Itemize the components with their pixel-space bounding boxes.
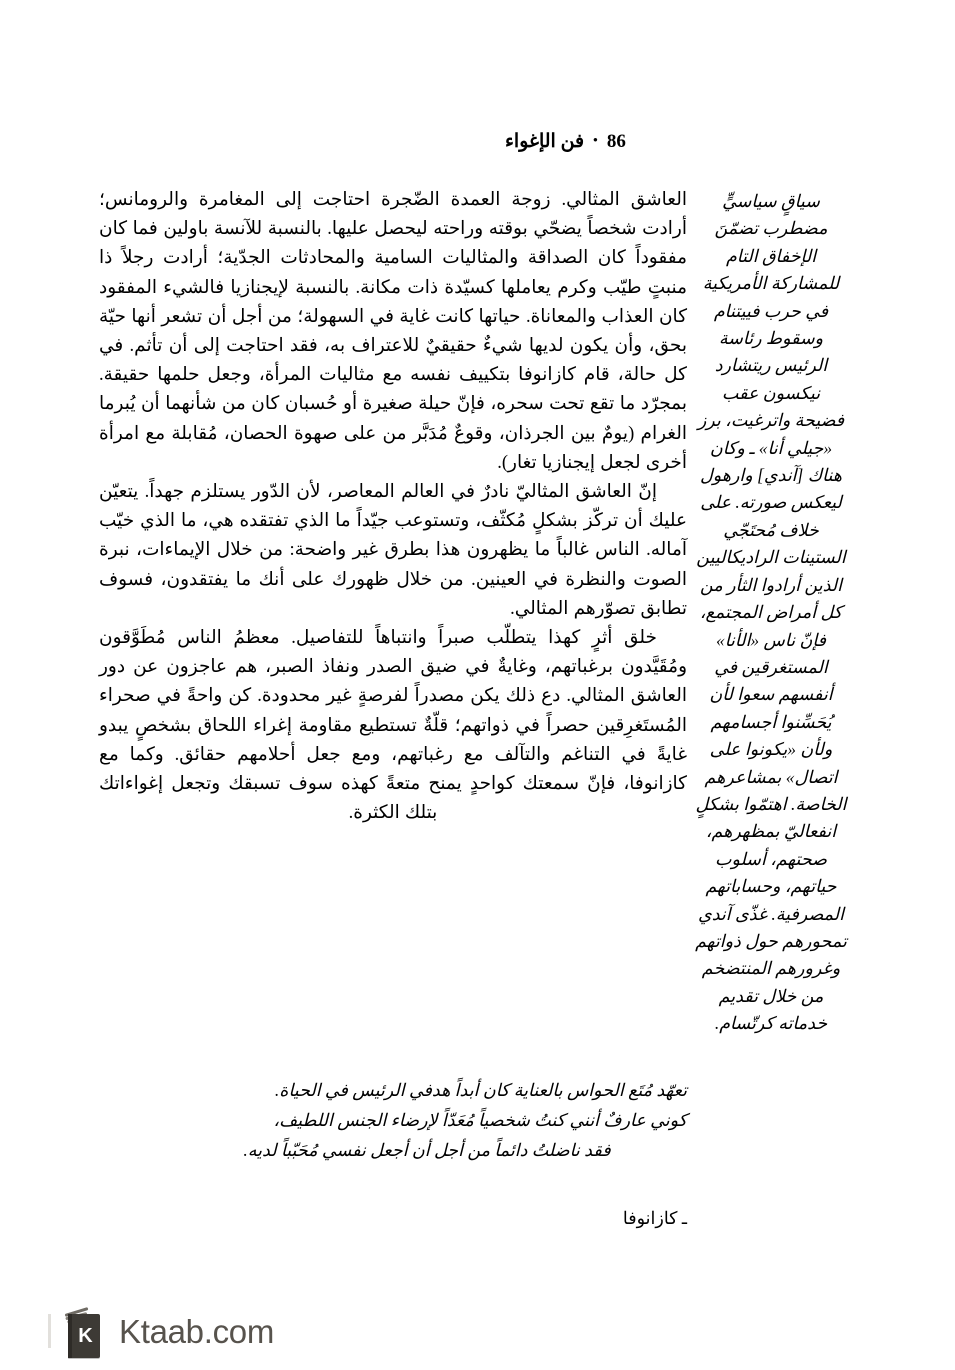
open-book-icon	[62, 1302, 106, 1360]
pull-quote-line-1: تعهّد مُتَع الحواس بالعناية كان أبداً هدفي الرئيس في الحياة.	[274, 1080, 687, 1100]
pull-quote	[167, 1075, 687, 1165]
body-paragraph-1: العاشق المثالي. زوجة العمدة الضّجرة احتاجت إلى المغامرة والرومانس؛ أرادت شخصاً يضحّي بوقته وراحته ليحصل عليها. بالنسبة للآنسة باولين فما كان مفقوداً كان الصداقة والمثاليات السامية والمحادثات الجدّية؛ أرادت رجلاً ذا منبتٍ طيّب وكرم يعاملها كسيّدة ذات مكانة. بالنسبة لإيجنازيا فالشيء المفقود كان العذاب والمعاناة. حياتها كانت غاية في السهولة؛ من أجل أن تشعر أنها حيّة بحق، وأن يكون لديها شيءٌ حقيقيٌ للاعتراف به، فقد احتاجت إلى أن تأثم. في كل حالة، قام كازانوفا بتكييف نفسه مع مثاليات المرأة، وجعل حلمها حقيقة. بمجرّد ما تقع تحت سحره، فإنّ حيلة صغيرة أو حُسبان كان من شأنهما أن يُبرما الغرام (يومٌ بين الجرذان، وقوعٌ مُدَبَّر من على صهوة الحصان، مُقابلة مع امرأة أخرى لجعل إيجنازيا تغار).	[99, 190, 687, 473]
watermark-label: Ktaab.com	[119, 1312, 275, 1350]
body-text-column	[99, 186, 687, 828]
page-number: 86	[606, 131, 626, 152]
site-watermark	[62, 1302, 274, 1360]
body-paragraph-2: إنّ العاشق المثاليّ نادرٌ في العالم المعاصر، لأن الدّور يستلزم جهداً. يتعيّن عليك أن تركّز بشكلٍ مُكثّف، وتستوعب جيّداً ما الذي تفتقده هي، ما الذي خيّب آماله. الناس غالباً ما يظهرون هذا بطرق غير واضحة: من خلال الإيماءات، نبرة الصوت والنظرة في العينين. من خلال ظهورك على أنك ما يفتقدون، فسوف تطابق تصوّرهم المثالي.	[99, 482, 687, 619]
book-letter: K	[78, 1324, 93, 1347]
running-head	[505, 130, 845, 153]
page-edge-artifact	[48, 1314, 51, 1348]
body-paragraph-3: خلق أثرٍ كهذا يتطلّب صبراً وانتباهاً للتفاصيل. معظمُ الناس مُطَوَّقون ومُقَيَّدون برغباتهم، وغايةٌ في ضيق الصدر ونفاذ الصبر، هم عاجزون عن دور العاشق المثالي. دع ذلك يكن مصدراً لفرصةٍ غير محدودة. كن واحةً في صحراء المُستَغرِقين حصراً في ذواتهم؛ قلّةٌ تستطيع مقاومة إغراء اللحاق بشخصٍ يبدو غايةً في التناغم والتآلف مع رغباتهم، ومع جعل أحلامهم حقائق. وكما مع كازانوفا، فإنّ سمعتك كواحدٍ يمنح متعةً كهذه سوف تسبقك وتجعل إغواءاتك بتلك الكثرة.	[99, 628, 687, 824]
pull-quote-attribution: ـ كازانوفا	[622, 1208, 687, 1228]
pull-quote-line-2: كوني عارفٌ أنني كنتُ شخصياً مُعَدّاً لإرضاء الجنس اللطيف،	[273, 1110, 687, 1130]
margin-note-text: سياقٍ سياسيٍّ مضطرب تضمّنَ الإخفاق التام للمشاركة الأمريكية في حرب فييتنام وسقوط رئاسة الرئيس ريتشارد نيكسون عقب فضيحة واترغيت، برز «جيلي أنا» ـ وكان هناك [آندي] وارهول ليعكس صورته. على خلاف مُحتَجّي الستينات الراديكاليين الذين أرادوا الثأر من كل أمراض المجتمع، فإنّ ناس «الأنا» المستغرقين في أنفسهم سعوا لأن يُحَسِّنوا أجسامهم ولأن «يكونوا على اتصال» بمشاعرهم الخاصة. اهتمّوا بشكلٍ انفعاليّ بمظهرهم، صحتهم، أسلوب حياتهم، وحساباتهم المصرفية. غذّى آندي تمحورهم حول ذواتهم وغرورهم المنتضخم من خلال تقديم خدماته كرتّسام.	[695, 191, 847, 1034]
pull-quote-line-3: فقد ناضلتُ دائماً من أجل أن أجعل نفسي مُحَبّباً لديه.	[243, 1140, 611, 1160]
margin-note	[695, 188, 847, 1038]
running-head-separator: •	[593, 132, 598, 147]
book-title: فن الإغواء	[505, 131, 585, 152]
